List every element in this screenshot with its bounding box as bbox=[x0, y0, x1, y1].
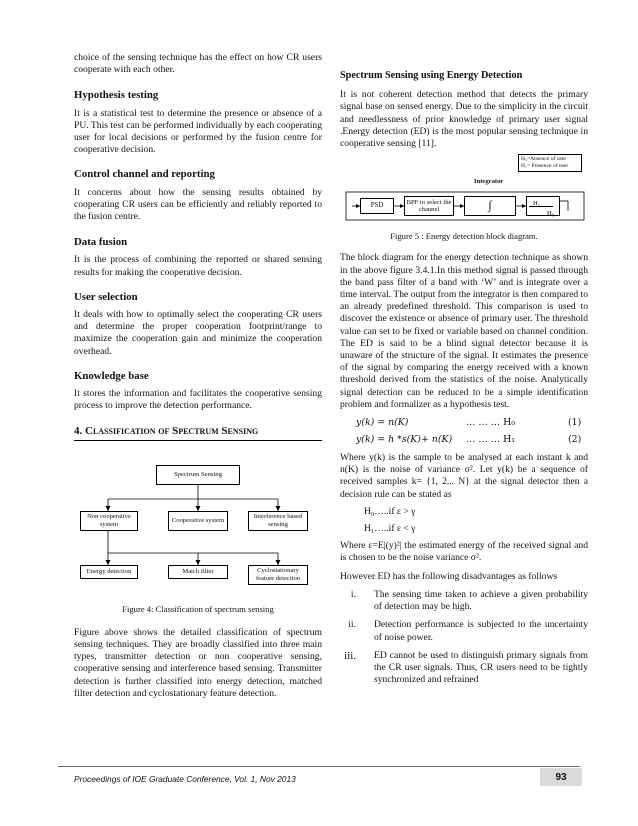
node-spectrum-sensing: Spectrum Sensing bbox=[156, 465, 240, 485]
paragraph: Where ε=E|(y)²| the estimated energy of the received signal and is chosen to be the noise variance σ². bbox=[340, 540, 588, 564]
equation-1: y(k) = n(K) bbox=[356, 417, 409, 429]
list-number: i. bbox=[350, 588, 356, 600]
paragraph: The block diagram for the energy detection technique as shown in the above figure 3.4.1.In this method signal is passed through the band pass filter of a band with ‘W’ and is integrate over a time interval. The output from the integrator is then compared to an already predefined threshold. This comparison is used to discover the existence or absence of primary user. The threshold value can set to be fixed or variable based on channel condition. The ED is said to be a blind signal detector because it is unaware of the structure of the signal. It estimates the presence of the signal by comparing the energy received with a known threshold derived from the statistics of the noise. Analytically signal detection can be reduced to be a simple identification problem and formalizer as a hypothesis test. bbox=[340, 252, 588, 410]
page-number: 93 bbox=[540, 768, 582, 786]
list-item bbox=[340, 619, 588, 643]
footer-text: Proceedings of IOE Graduate Conference, Vol. 1, Nov 2013 bbox=[74, 774, 296, 784]
equation-2-condition: … … … H₁ bbox=[466, 434, 515, 446]
section-heading: Data fusion bbox=[74, 236, 128, 249]
equation-1-number: (1) bbox=[568, 417, 582, 429]
figure-5 bbox=[340, 154, 588, 222]
right-column bbox=[340, 70, 588, 686]
node-interference-based: Interference based sensing bbox=[248, 511, 308, 531]
node-match-filter: Match filter bbox=[168, 565, 228, 579]
paragraph: It is not coherent detection method that detects the primary signal base on sensed energy. Due to the simplicity in the circuit and needlessness of prior knowledge of primary user signal .Energy detection (ED) is the most popular sensing technique in cooperative sensing [11]. bbox=[340, 89, 588, 150]
section-heading: Knowledge base bbox=[74, 369, 149, 382]
list-number: iii. bbox=[344, 649, 356, 662]
paragraph: It deals with how to optimally select the cooperating CR users and determine the proper cooperation footprint/range to maximize the cooperation gain and minimize the cooperation overhead. bbox=[74, 309, 322, 357]
paragraph: It is the process of combining the reported or shared sensing results for making the cooperative decision. bbox=[74, 254, 322, 278]
footer-rule bbox=[58, 766, 580, 767]
legend-h0: H₀=Absence of user bbox=[521, 156, 567, 163]
decision-rule-1: H₀…..if ε > γ bbox=[364, 505, 416, 517]
paragraph: choice of the sensing technique has the effect on how CR users cooperate with each other. bbox=[74, 52, 322, 76]
integrator-label: Integrator bbox=[474, 178, 504, 186]
list-item bbox=[340, 650, 588, 687]
paragraph: However ED has the following disadvantages as follows bbox=[340, 570, 558, 582]
node-non-cooperative: Non cooperative system bbox=[80, 511, 138, 531]
equations bbox=[340, 415, 588, 449]
paragraph: It concerns about how the sensing results obtained by cooperating CR users can be efficiently and reliably reported to the fusion centre. bbox=[74, 186, 322, 223]
output-h1: H₁ bbox=[533, 200, 541, 208]
block-integrator: ∫ bbox=[464, 196, 516, 216]
list-text: ED cannot be used to distinguish primary signals from the CR user signals. Thus, CR users need to be tightly synchronized and refrained bbox=[374, 649, 588, 686]
equation-2-number: (2) bbox=[568, 434, 582, 446]
section-heading: Spectrum Sensing using Energy Detection bbox=[340, 70, 523, 81]
figure-4 bbox=[74, 447, 322, 599]
node-energy-detection: Energy detection bbox=[80, 565, 138, 579]
section-4-heading bbox=[74, 425, 322, 440]
list-item bbox=[340, 589, 588, 613]
threshold-line bbox=[529, 206, 553, 207]
block-threshold-compare bbox=[526, 196, 560, 216]
node-cooperative: Cooperative system bbox=[168, 511, 228, 531]
paragraph: Where y(k) is the sample to be analysed at each instant k and n(K) is the noise of variance σ². Let y(k) be a sequence of received samples k= {1, 2... N} at the signal detector then a decision rule can be stated as bbox=[340, 452, 588, 500]
list-text: The sensing time taken to achieve a given probability of detection may be high. bbox=[374, 588, 588, 613]
section-heading: Control channel and reporting bbox=[74, 168, 215, 181]
section-heading: User selection bbox=[74, 290, 138, 303]
node-cyclostationary: Cyclostationary feature detection bbox=[248, 565, 308, 585]
section-heading: Hypothesis testing bbox=[74, 89, 159, 102]
section-title: Classification of Spectrum Sensing bbox=[85, 425, 259, 438]
figure-5-caption: Figure 5 : Energy detection block diagram. bbox=[390, 231, 538, 242]
figure-4-caption: Figure 4: Classification of spectrum sensing bbox=[122, 603, 274, 614]
equation-2: y(k) = h *s(K)+ n(K) bbox=[356, 434, 453, 446]
decision-rule-2: H₁…..if ε < γ bbox=[364, 523, 416, 535]
paragraph: It stores the information and facilitates the cooperative sensing process to improve the detection performance. bbox=[74, 388, 322, 412]
block-psd: PSD bbox=[360, 198, 394, 214]
list-text: Detection performance is subjected to the uncertainty of noise power. bbox=[374, 619, 588, 643]
list-number: ii. bbox=[348, 619, 356, 631]
output-h0: H₀ bbox=[547, 210, 555, 218]
equation-1-condition: … … … H₀ bbox=[466, 417, 515, 429]
section-number: 4. bbox=[74, 425, 85, 438]
disadvantages-list bbox=[340, 589, 588, 686]
block-bpf: BPF to select the channel bbox=[404, 196, 454, 216]
legend-h1: H₁= Presence of user bbox=[521, 163, 569, 170]
paragraph: It is a statistical test to determine the presence or absence of a PU. This test can be performed individually by each cooperating user for local decisions or performed by the fusion centre for cooperative decision. bbox=[74, 107, 322, 156]
left-column bbox=[74, 52, 322, 700]
paragraph: Figure above shows the detailed classification of spectrum sensing techniques. They are broadly classified into three main types, transmitter detection or non cooperative sensing, cooperative sensing and interference based sensing. Transmitter detection is further classified into energy detection, matched filter detection and cyclostationary feature detection. bbox=[74, 626, 322, 699]
